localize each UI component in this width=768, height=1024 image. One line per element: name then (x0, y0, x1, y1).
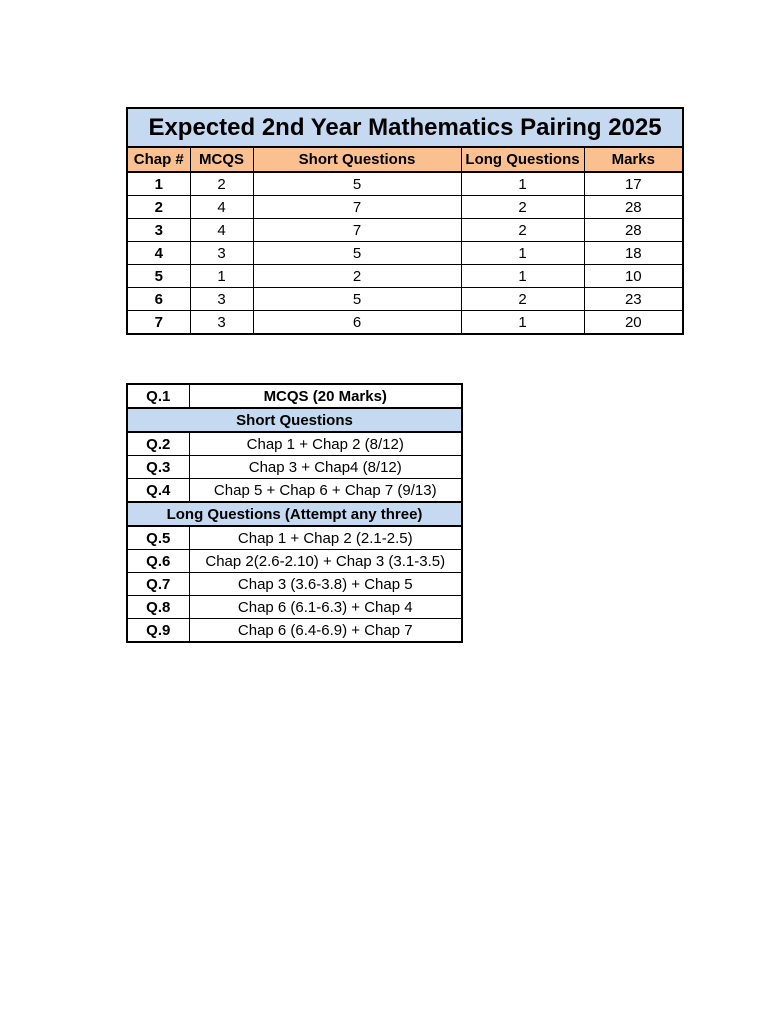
cell-long: 2 (461, 196, 584, 219)
cell-mcqs: 3 (190, 242, 253, 265)
cell-short: 2 (253, 265, 461, 288)
cell-long: 1 (461, 311, 584, 335)
cell-marks: 23 (584, 288, 683, 311)
header-chap: Chap # (127, 147, 190, 172)
cell-marks: 17 (584, 172, 683, 196)
table-row (127, 288, 683, 311)
question-number: Q.1 (127, 384, 189, 408)
cell-marks: 28 (584, 196, 683, 219)
table-row (127, 550, 462, 573)
cell-mcqs: 4 (190, 196, 253, 219)
cell-long: 1 (461, 265, 584, 288)
cell-chap: 5 (127, 265, 190, 288)
cell-short: 6 (253, 311, 461, 335)
question-number: Q.3 (127, 456, 189, 479)
pairing-title: Expected 2nd Year Mathematics Pairing 2025 (127, 108, 683, 147)
section-heading-long (127, 502, 462, 526)
question-detail: Chap 2(2.6-2.10) + Chap 3 (3.1-3.5) (189, 550, 462, 573)
header-short-questions: Short Questions (253, 147, 461, 172)
table-row (127, 242, 683, 265)
cell-marks: 20 (584, 311, 683, 335)
cell-mcqs: 3 (190, 288, 253, 311)
cell-marks: 18 (584, 242, 683, 265)
question-detail: Chap 3 (3.6-3.8) + Chap 5 (189, 573, 462, 596)
cell-short: 5 (253, 172, 461, 196)
table-row (127, 265, 683, 288)
cell-long: 1 (461, 242, 584, 265)
question-number: Q.4 (127, 479, 189, 503)
table-row (127, 219, 683, 242)
question-detail: Chap 5 + Chap 6 + Chap 7 (9/13) (189, 479, 462, 503)
cell-chap: 2 (127, 196, 190, 219)
cell-short: 7 (253, 219, 461, 242)
table-row (127, 619, 462, 643)
question-number: Q.9 (127, 619, 189, 643)
paper-scheme-table (126, 383, 463, 643)
cell-short: 5 (253, 288, 461, 311)
question-detail: Chap 1 + Chap 2 (8/12) (189, 432, 462, 456)
pairing-header-row (127, 147, 683, 172)
table-row (127, 596, 462, 619)
question-number: Q.7 (127, 573, 189, 596)
cell-mcqs: 3 (190, 311, 253, 335)
cell-chap: 3 (127, 219, 190, 242)
short-questions-heading: Short Questions (127, 408, 462, 432)
question-detail: MCQS (20 Marks) (189, 384, 462, 408)
question-detail: Chap 3 + Chap4 (8/12) (189, 456, 462, 479)
question-detail: Chap 6 (6.1-6.3) + Chap 4 (189, 596, 462, 619)
header-long-questions: Long Questions (461, 147, 584, 172)
question-number: Q.5 (127, 526, 189, 550)
table-row (127, 456, 462, 479)
cell-marks: 10 (584, 265, 683, 288)
cell-marks: 28 (584, 219, 683, 242)
question-detail: Chap 6 (6.4-6.9) + Chap 7 (189, 619, 462, 643)
cell-short: 7 (253, 196, 461, 219)
cell-mcqs: 4 (190, 219, 253, 242)
table-row (127, 172, 683, 196)
cell-long: 2 (461, 219, 584, 242)
header-mcqs: MCQS (190, 147, 253, 172)
table-row (127, 311, 683, 335)
cell-short: 5 (253, 242, 461, 265)
cell-long: 1 (461, 172, 584, 196)
question-detail: Chap 1 + Chap 2 (2.1-2.5) (189, 526, 462, 550)
table-row (127, 384, 462, 408)
section-heading-short (127, 408, 462, 432)
table-row (127, 196, 683, 219)
table-row (127, 479, 462, 503)
long-questions-heading: Long Questions (Attempt any three) (127, 502, 462, 526)
cell-chap: 4 (127, 242, 190, 265)
question-number: Q.6 (127, 550, 189, 573)
table-row (127, 573, 462, 596)
cell-chap: 1 (127, 172, 190, 196)
cell-chap: 7 (127, 311, 190, 335)
header-marks: Marks (584, 147, 683, 172)
cell-mcqs: 2 (190, 172, 253, 196)
table-row (127, 526, 462, 550)
cell-mcqs: 1 (190, 265, 253, 288)
cell-chap: 6 (127, 288, 190, 311)
pairing-table (126, 107, 684, 335)
table-row (127, 432, 462, 456)
cell-long: 2 (461, 288, 584, 311)
question-number: Q.2 (127, 432, 189, 456)
question-number: Q.8 (127, 596, 189, 619)
